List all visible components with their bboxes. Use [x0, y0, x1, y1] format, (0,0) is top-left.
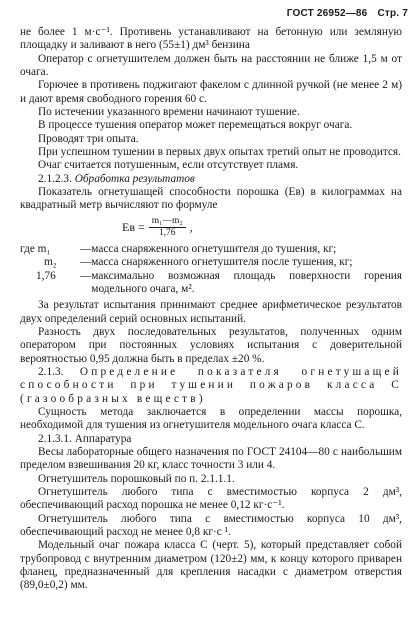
section-heading	[20, 173, 402, 186]
section-number: 2.1.2.3.	[38, 172, 72, 185]
paragraph: Сущность метода заключается в определении массы порошка, необходимой для тушения из огнетушителя модельного очага класса С.	[20, 405, 402, 432]
section-heading	[20, 366, 402, 406]
formula-lhs: Eв =	[122, 219, 145, 234]
paragraph: Огнетушитель любого типа с вместимостью корпуса 2 дм³, обеспечивающий расход порошка не менее 0,12 кг·с⁻¹.	[20, 486, 402, 512]
definition-text: максимально возможная площадь поверхности горения модельного очага, м².	[91, 269, 402, 295]
subsection-heading: 2.1.3.1. Аппаратура	[38, 432, 132, 445]
paragraph: Модельный очаг пожара класса С (черт. 5), который представляет собой трубопровод с внутренним диаметром (120±2) мм, к концу которого приварен фланец, предназначенный для крепления насадки с диаметром отверстия (89,0±0,2) мм.	[20, 539, 402, 592]
paragraph: Весы лабораторные общего назначения по ГОСТ 24104—80 с наибольшим пределом взвешивания 20 кг, класс точности 3 или 4.	[20, 445, 402, 472]
document-body	[20, 26, 402, 593]
header-page-number: Стр. 7	[377, 8, 408, 19]
formula	[20, 216, 402, 239]
definition-symbol: 1,76	[36, 269, 56, 282]
definition-row	[20, 270, 402, 297]
formula-denominator: 1,76	[158, 227, 176, 238]
formula-fraction	[149, 216, 186, 239]
paragraph: Показатель огнетушащей способности порошка (Eв) в килограммах на квадратный метр вычисляют по формуле	[20, 186, 402, 212]
paragraph: не более 1 м·с⁻¹. Противень устанавливают на бетонную или земляную площадку и заливают в него (55±1) дм³ бензина	[20, 26, 402, 52]
paragraph: Разность двух последовательных результатов, полученных одним оператором при постоянных условиях испытания с доверительной вероятностью 0,95 должна быть в пределах ±20 %.	[20, 325, 402, 365]
definition-symbol: m₂	[44, 256, 57, 269]
paragraph: В процессе тушения оператор может перемещаться вокруг очага.	[38, 119, 353, 132]
definition-symbol: где m₁	[20, 242, 51, 255]
formula-tail: ,	[189, 219, 193, 234]
paragraph: За результат испытания принимают среднее арифметическое результатов двух определений серий основных испытаний.	[20, 299, 402, 325]
definition-dash: —	[80, 269, 92, 282]
definition-text: масса снаряженного огнетушителя до тушения, кг;	[91, 242, 337, 255]
header-standard: ГОСТ 26952—86	[286, 8, 368, 19]
definition-dash: —	[80, 256, 92, 269]
definition-row	[20, 256, 402, 269]
section-title: Определение показателя огнетушащей способности при тушении пожаров класса С (газообразных веществ)	[20, 365, 402, 405]
section-title: Обработка результатов	[74, 172, 195, 185]
formula-numerator: m₁—m₂	[149, 216, 186, 228]
paragraph: Горючее в противень поджигают факелом с длинной ручкой (не менее 2 м) и дают время свободного горения 60 с.	[20, 79, 402, 105]
section-number: 2.1.3.	[38, 365, 64, 378]
paragraph: Оператор с огнетушителем должен быть на расстоянии не ближе 1,5 м от очага.	[20, 52, 402, 79]
paragraph: Огнетушитель порошковый по п. 2.1.1.1.	[38, 472, 235, 485]
paragraph: Проводят три опыта.	[38, 132, 139, 145]
running-header	[287, 8, 408, 19]
paragraph: Очаг считается потушенным, если отсутствует пламя.	[38, 159, 299, 172]
paragraph: При успешном тушении в первых двух опытах третий опыт не проводится.	[38, 146, 401, 159]
paragraph: Огнетушитель любого типа с вместимостью корпуса 10 дм³, обеспечивающий расход не менее 0,8 кг·с ¹.	[20, 512, 402, 539]
definition-text: масса снаряженного огнетушителя после тушения, кг;	[91, 256, 353, 269]
paragraph: По истечении указанного времени начинают тушение.	[38, 106, 300, 119]
definition-dash: —	[80, 242, 92, 255]
definitions-list	[20, 243, 402, 296]
definition-row	[20, 243, 402, 256]
